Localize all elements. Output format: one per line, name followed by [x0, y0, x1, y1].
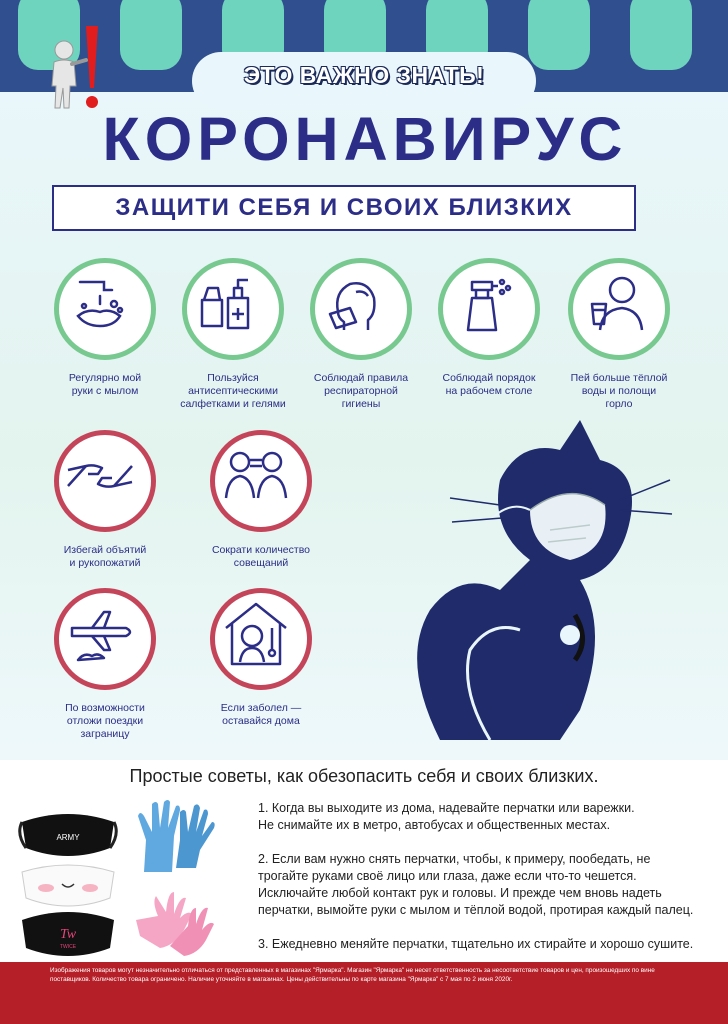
advice-point: 1. Когда вы выходите из дома, надевайте перчатки или варежки. Не снимайте их в метро, автобусах и общественных местах. [258, 801, 635, 832]
stay-home-icon [220, 598, 292, 670]
page-title: КОРОНАВИРУС [102, 105, 628, 173]
advice-point: 3. Ежедневно меняйте перчатки, тщательно их стирайте и хорошо сушите. [258, 937, 694, 951]
pink-gloves [130, 886, 222, 958]
tip-label: Соблюдай порядок на рабочем столе [442, 372, 536, 397]
mask-print-text: ARMY [56, 833, 80, 842]
mask-print-text: TWICE [59, 944, 77, 950]
tip-label: Если заболел — оставайся дома [220, 702, 302, 727]
spray-icon [448, 268, 520, 340]
advice-list [258, 800, 698, 970]
sneeze-icon [320, 268, 392, 340]
subtitle-box [52, 185, 636, 231]
tip-label: Соблюдай правила респираторной гигиены [313, 372, 409, 410]
black-face-mask-twice [16, 906, 120, 962]
black-face-mask-army [16, 808, 120, 862]
white-face-mask-cat [16, 860, 120, 910]
tip-label: Сократи количество совещаний [211, 544, 311, 569]
hand-wash-icon [64, 268, 136, 340]
meeting-icon [220, 440, 292, 512]
mask-pattern-tile [120, 0, 182, 70]
headline: ЭТО ВАЖНО ЗНАТЬ! [243, 62, 485, 88]
tip-label: Регулярно мой руки с мылом [68, 372, 142, 397]
mask-pattern-tile [528, 0, 590, 70]
drink-icon [578, 268, 650, 340]
sanitizer-icon [192, 268, 264, 340]
tip-label: Избегай объятий и рукопожатий [63, 544, 147, 569]
airplane-icon [64, 598, 136, 670]
mask-pattern-tile [630, 0, 692, 70]
advice-heading: Простые советы, как обезопасить себя и своих близких. [129, 766, 599, 786]
handshake-icon [64, 440, 136, 512]
tip-label: Пользуйся антисептическими салфетками и гелями [180, 372, 286, 410]
blue-gloves [130, 796, 222, 874]
tip-label: По возможности отложи поездки заграницу [65, 702, 145, 740]
tip-label: Пей больше тёплой воды и полощи горло [570, 372, 668, 410]
cat-with-mask-illustration [380, 410, 680, 750]
svg-text:Tw: Tw [59, 927, 77, 942]
advice-point: 2. Если вам нужно снять перчатки, чтобы, к примеру, пообедать, не трогайте руками своё лицо или глаза, даже если что-то чешется. Исключайте любой контакт рук и головы. И прежде чем вновь надеть перчатки, вымойте руки с мылом и тёплой водой, протирая каждый палец. [258, 852, 694, 917]
footer-disclaimer: Изображения товаров могут незначительно отличаться от представленных в магазинах "Ярмарка". Магазин "Ярмарка" не несет ответственность за несоответствие товаров и цен, произошедших по вине поставщиков. Количество товара ограничено. Наличие уточняйте в магазинах. Цены действительны по карте магазина "Ярмарка" с 7 мая по 2 июня 2020г. [50, 967, 655, 983]
subtitle: ЗАЩИТИ СЕБЯ И СВОИХ БЛИЗКИХ [115, 194, 573, 221]
